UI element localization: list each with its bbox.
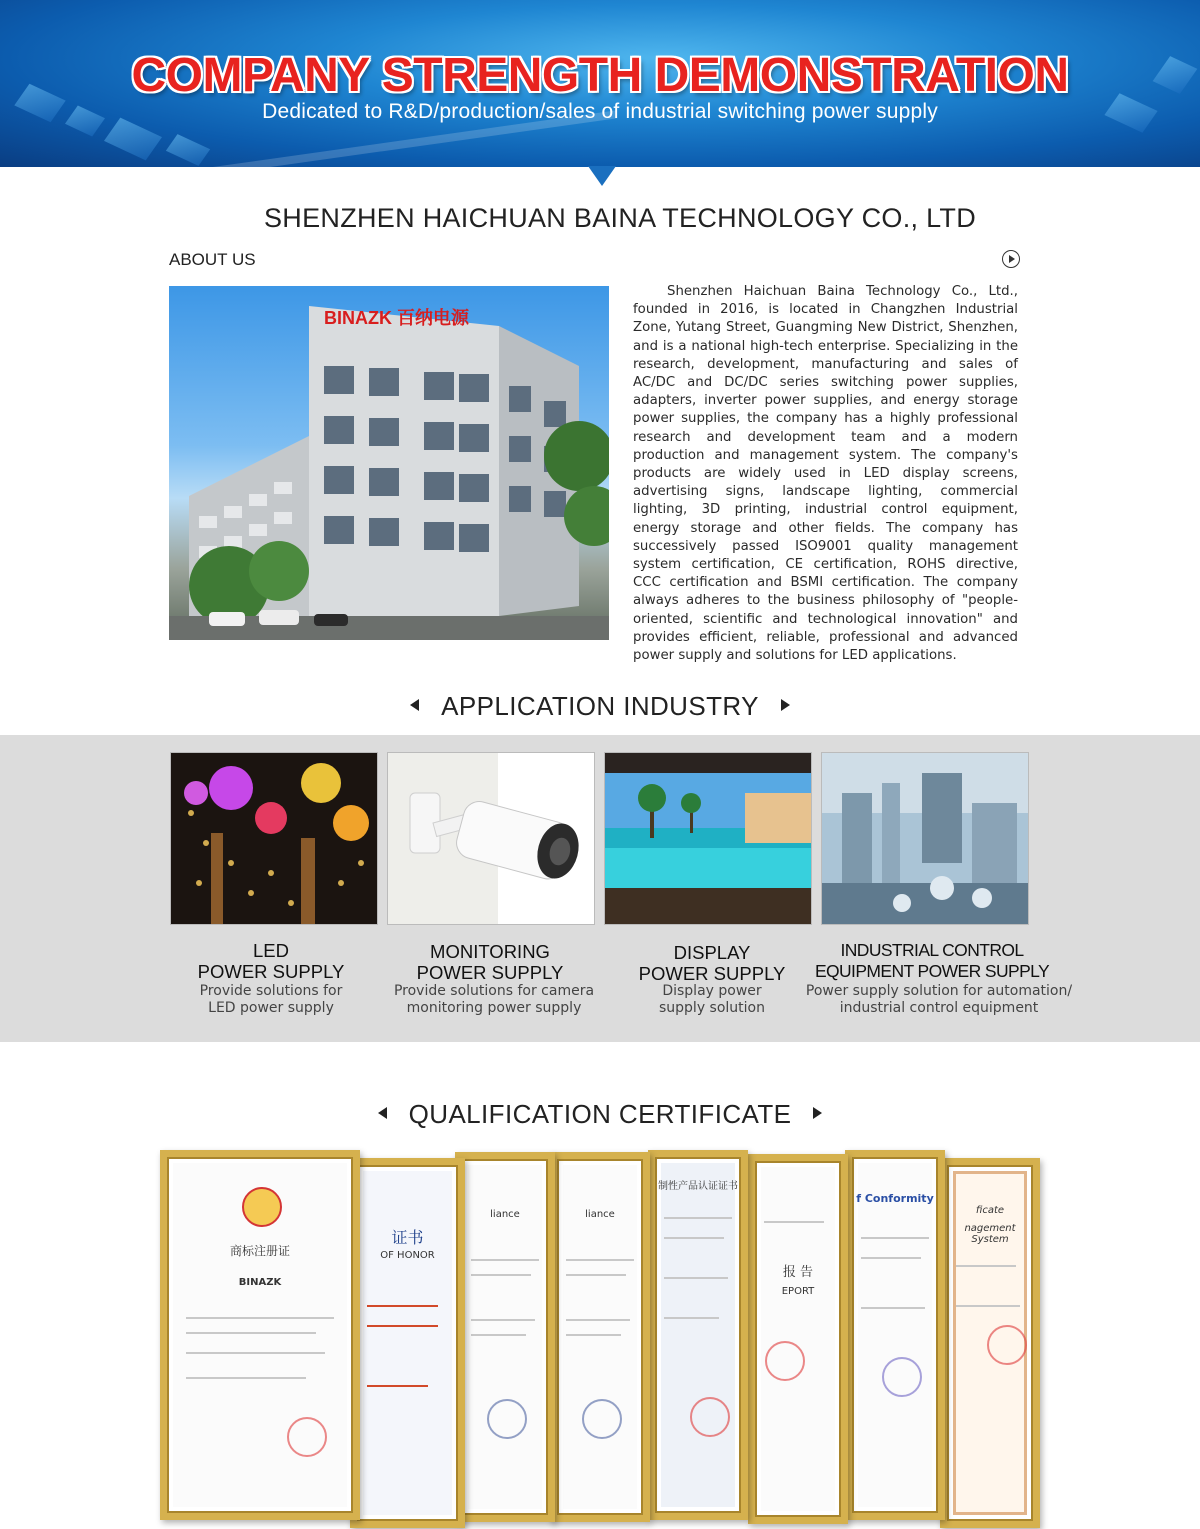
certificate-sub: EPORT [781, 1286, 815, 1297]
certificate-heading [0, 1099, 1200, 1130]
certificate-report[interactable] [748, 1154, 848, 1524]
application-card-industrial[interactable] [821, 752, 1029, 925]
app-display-desc2: supply solution [658, 1000, 765, 1016]
app-industrial-desc1: Power supply solution for automation/ [805, 983, 1073, 999]
app-display-line1: DISPLAY [673, 942, 751, 963]
app-display-line2: POWER SUPPLY [638, 963, 786, 984]
certificate-gallery [160, 1140, 1060, 1520]
banner-notch [588, 166, 616, 186]
about-us-label: ABOUT US [169, 250, 256, 269]
app-led-line2: POWER SUPPLY [197, 961, 345, 982]
application-card-monitoring[interactable] [387, 752, 595, 925]
application-card-led[interactable] [170, 752, 378, 925]
certificate-caption: f Conformity [856, 1192, 934, 1205]
app-industrial-desc [789, 983, 1089, 1017]
app-industrial-desc2: industrial control equipment [839, 1000, 1039, 1016]
certificate-compliance-2[interactable] [550, 1152, 650, 1522]
app-led-line1: LED [253, 940, 289, 961]
app-led-desc2: LED power supply [208, 1000, 334, 1016]
banner [0, 0, 1200, 167]
company-building-photo [169, 286, 609, 640]
certificate-ccc[interactable] [648, 1150, 748, 1520]
app-industrial-line2: EQUIPMENT POWER SUPPLY [814, 961, 1050, 981]
certificate-sub: OF HONOR [380, 1250, 435, 1261]
arrow-right-icon [781, 699, 790, 711]
application-heading [0, 691, 1200, 722]
banner-title: COMPANY STRENGTH DEMONSTRATION [131, 49, 1069, 102]
certificate-caption: 证书 [391, 1228, 424, 1247]
app-monitoring-line1: MONITORING [430, 941, 550, 962]
app-industrial-title [782, 940, 1082, 982]
app-led-desc1: Provide solutions for [199, 983, 343, 999]
app-monitoring-desc2: monitoring power supply [406, 1000, 582, 1016]
decor-cube [166, 134, 210, 166]
certificate-conformity[interactable] [845, 1150, 945, 1520]
certificate-sub: liance [490, 1209, 520, 1220]
building-sign: BINAZK 百纳电源 [324, 308, 469, 328]
arrow-right-icon [813, 1107, 822, 1119]
certificate-heading-text: QUALIFICATION CERTIFICATE [408, 1099, 792, 1129]
arrow-left-icon [378, 1107, 387, 1119]
about-description: Shenzhen Haichuan Baina Technology Co., Ltd., founded in 2016, is located in Changzhen Industrial Zone, Yutang Street, Guangming New District, Shenzhen, and is a national high-tech enterprise. Specializing in the research, development, manufacturing and sales of AC/DC and DC/DC series switching power supplies, adapters, inverter power supplies, and energy storage power supplies, the company has a highly professional research and development team and a modern production and management system. The company's products are widely used in LED display screens, advertising signs, landscape lighting, commercial lighting, 3D printing, industrial control equipment, energy storage and other fields. The company has successively passed ISO9001 quality management system certification, CE certification, ROHS directive, CCC certification and BSMI certification. The company always adheres to the business philosophy of "people-oriented, scientific and technological innovation" and provides efficient, reliable, professional and advanced power supply and solutions for LED applications. [633, 284, 1018, 664]
certificate-sub: liance [585, 1209, 615, 1220]
certificate-caption: ficate [975, 1205, 1005, 1216]
certificate-sub: nagement System [964, 1223, 1016, 1245]
certificate-trademark[interactable] [160, 1150, 360, 1520]
certificate-sub: BINAZK [238, 1277, 282, 1288]
certificate-caption: 制性产品认证证书 [658, 1181, 738, 1192]
app-display-desc1: Display power [662, 983, 762, 999]
certificate-caption: 商标注册证 [229, 1244, 290, 1258]
app-monitoring-title [360, 941, 620, 983]
app-monitoring-desc1: Provide solutions for camera [393, 983, 595, 999]
application-heading-text: APPLICATION INDUSTRY [441, 691, 759, 721]
banner-subtitle: Dedicated to R&D/production/sales of industrial switching power supply [262, 100, 938, 123]
arrow-left-icon [410, 699, 419, 711]
decor-cube [104, 118, 162, 161]
app-industrial-line1: INDUSTRIAL CONTROL [840, 940, 1024, 960]
certificate-honor[interactable] [350, 1158, 465, 1528]
certificate-iso[interactable] [940, 1158, 1040, 1528]
company-name: SHENZHEN HAICHUAN BAINA TECHNOLOGY CO., LTD [263, 203, 977, 233]
certificate-caption: 报 告 [782, 1265, 814, 1280]
certificate-compliance-1[interactable] [455, 1152, 555, 1522]
app-monitoring-line2: POWER SUPPLY [416, 962, 564, 983]
application-card-display[interactable] [604, 752, 812, 925]
play-circle-icon[interactable] [1002, 250, 1020, 268]
